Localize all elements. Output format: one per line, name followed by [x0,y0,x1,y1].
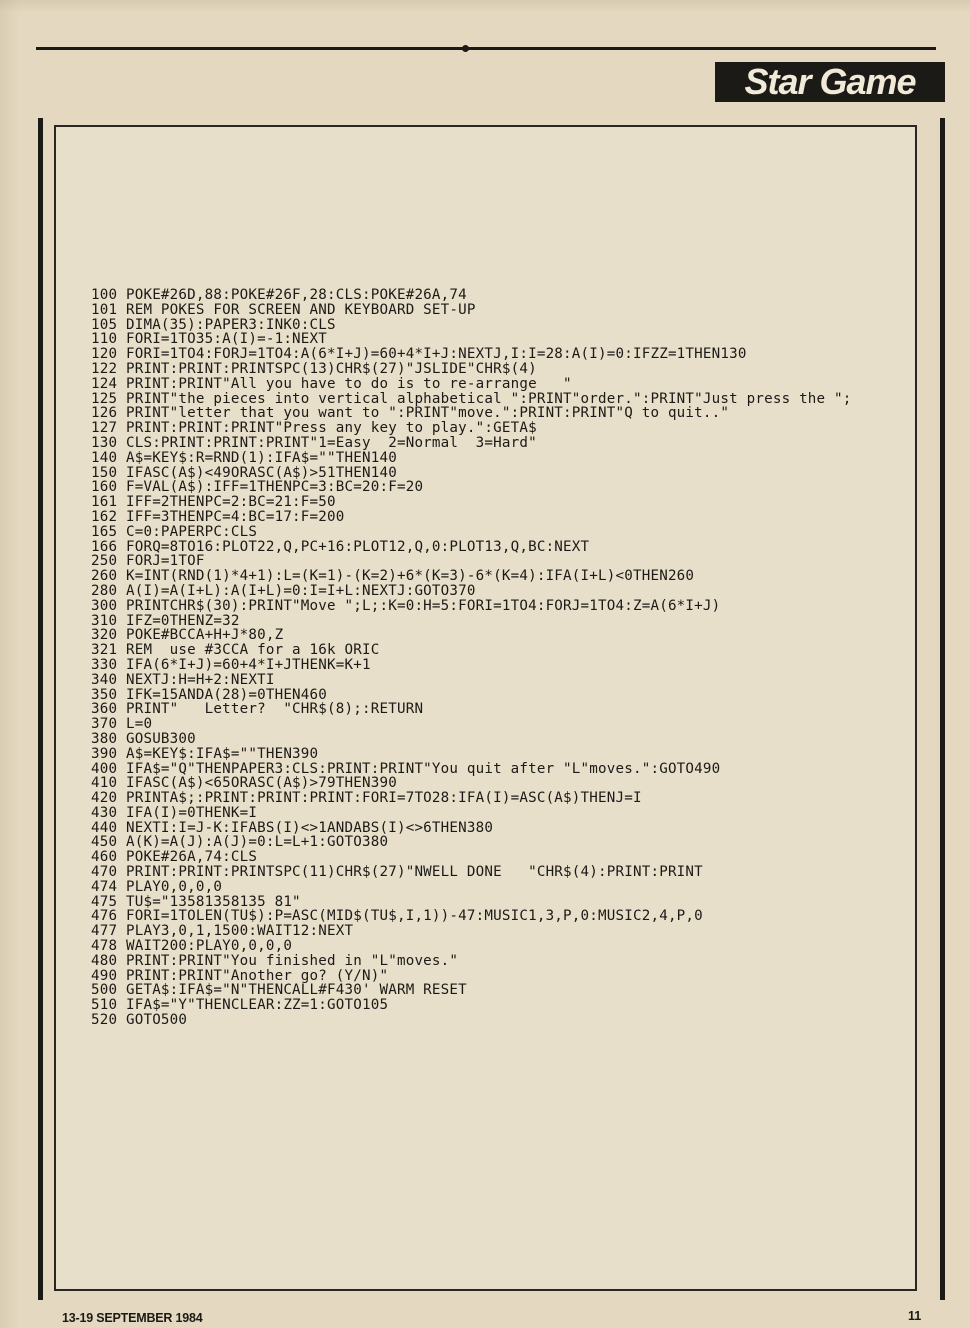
code-line: 162 IFF=3THENPC=4:BC=17:F=200 [91,508,345,525]
code-line: 420 PRINTA$;:PRINT:PRINT:PRINT:FORI=7TO28:IFA(I)=ASC(A$)THENJ=I [91,790,642,807]
code-line: 120 FORI=1TO4:FORJ=1TO4:A(6*I+J)=60+4*I+J:NEXTJ,I:I=28:A(I)=0:IFZZ=1THEN130 [91,346,747,363]
code-line: 500 GETA$:IFA$="N"THENCALL#F430' WARM RESET [91,982,467,999]
code-line: 250 FORJ=1TOF [91,553,205,570]
code-line: 122 PRINT:PRINT:PRINTSPC(13)CHR$(27)"JSLIDE"CHR$(4) [91,360,537,377]
code-line: 400 IFA$="Q"THENPAPER3:CLS:PRINT:PRINT"You quit after "L"moves.":GOTO490 [91,760,721,777]
code-line: 320 POKE#BCCA+H+J*80,Z [91,627,284,644]
code-line: 470 PRINT:PRINT:PRINTSPC(11)CHR$(27)"NWELL DONE "CHR$(4):PRINT:PRINT [91,864,703,881]
code-line: 475 TU$="13581358135 81" [91,893,301,910]
code-line: 460 POKE#26A,74:CLS [91,849,258,866]
code-line: 310 IFZ=0THENZ=32 [91,612,240,629]
code-line: 480 PRINT:PRINT"You finished in "L"moves." [91,952,459,969]
code-line: 321 REM use #3CCA for a 16k ORIC [91,642,380,659]
code-line: 140 A$=KEY$:R=RND(1):IFA$=""THEN140 [91,449,397,466]
code-line: 340 NEXTJ:H=H+2:NEXTI [91,671,275,688]
code-line: 260 K=INT(RND(1)*4+1):L=(K=1)-(K=2)+6*(K=3)-6*(K=4):IFA(I+L)<0THEN260 [91,568,695,585]
code-line: 110 FORI=1TO35:A(I)=-1:NEXT [91,331,328,348]
code-line: 166 FORQ=8TO16:PLOT22,Q,PC+16:PLOT12,Q,0:PLOT13,Q,BC:NEXT [91,538,590,555]
code-line: 490 PRINT:PRINT"Another go? (Y/N)" [91,967,389,984]
top-rule-dot [462,45,469,52]
code-line: 100 POKE#26D,88:POKE#26F,28:CLS:POKE#26A,74 [91,287,467,303]
code-line: 150 IFASC(A$)<49ORASC(A$)>51THEN140 [91,464,397,481]
code-line: 440 NEXTI:I=J-K:IFABS(I)<>1ANDABS(I)<>6THEN380 [91,819,494,836]
code-line: 125 PRINT"the pieces into vertical alphabetical ":PRINT"order.":PRINT"Just press the "; [91,390,852,407]
code-line: 360 PRINT" Letter? "CHR$(8);:RETURN [91,701,424,718]
basic-program-listing [91,288,891,1028]
code-line: 476 FORI=1TOLEN(TU$):P=ASC(MID$(TU$,I,1))-47:MUSIC1,3,P,0:MUSIC2,4,P,0 [91,908,703,925]
code-line: 478 WAIT200:PLAY0,0,0,0 [91,938,293,955]
code-line: 520 GOTO500 [91,1012,188,1029]
code-line: 127 PRINT:PRINT:PRINT"Press any key to play.":GETA$ [91,420,537,437]
code-line: 370 L=0 [91,716,153,733]
code-line: 300 PRINTCHR$(30):PRINT"Move ";L;:K=0:H=5:FORI=1TO4:FORJ=1TO4:Z=A(6*I+J) [91,597,721,614]
code-line: 477 PLAY3,0,1,1500:WAIT12:NEXT [91,923,354,940]
code-line: 510 IFA$="Y"THENCLEAR:ZZ=1:GOTO105 [91,997,389,1014]
code-line: 474 PLAY0,0,0,0 [91,878,223,895]
page-number: 11 [908,1309,922,1323]
code-line: 126 PRINT"letter that you want to ":PRINT"move.":PRINT:PRINT"Q to quit.." [91,405,730,422]
code-line: 160 F=VAL(A$):IFF=1THENPC=3:BC=20:F=20 [91,479,424,496]
issue-date: 13-19 SEPTEMBER 1984 [62,1311,203,1325]
code-line: 430 IFA(I)=0THENK=I [91,804,258,821]
code-line: 380 GOSUB300 [91,730,196,747]
code-line: 450 A(K)=A(J):A(J)=0:L=L+1:GOTO380 [91,834,389,851]
code-line: 101 REM POKES FOR SCREEN AND KEYBOARD SET-UP [91,301,476,318]
code-line: 165 C=0:PAPERPC:CLS [91,523,258,540]
code-line: 124 PRINT:PRINT"All you have to do is to re-arrange " [91,375,572,392]
code-line: 390 A$=KEY$:IFA$=""THEN390 [91,745,319,762]
code-line: 130 CLS:PRINT:PRINT:PRINT"1=Easy 2=Normal 3=Hard" [91,434,537,451]
code-line: 161 IFF=2THENPC=2:BC=21:F=50 [91,494,336,511]
section-title: Star Game [715,62,945,102]
top-rule [36,47,936,50]
code-line: 330 IFA(6*I+J)=60+4*I+JTHENK=K+1 [91,656,371,673]
code-line: 280 A(I)=A(I+L):A(I+L)=0:I=I+L:NEXTJ:GOTO370 [91,582,476,599]
code-line: 410 IFASC(A$)<65ORASC(A$)>79THEN390 [91,775,397,792]
code-line: 350 IFK=15ANDA(28)=0THEN460 [91,686,328,703]
code-line: 105 DIMA(35):PAPER3:INK0:CLS [91,316,336,333]
